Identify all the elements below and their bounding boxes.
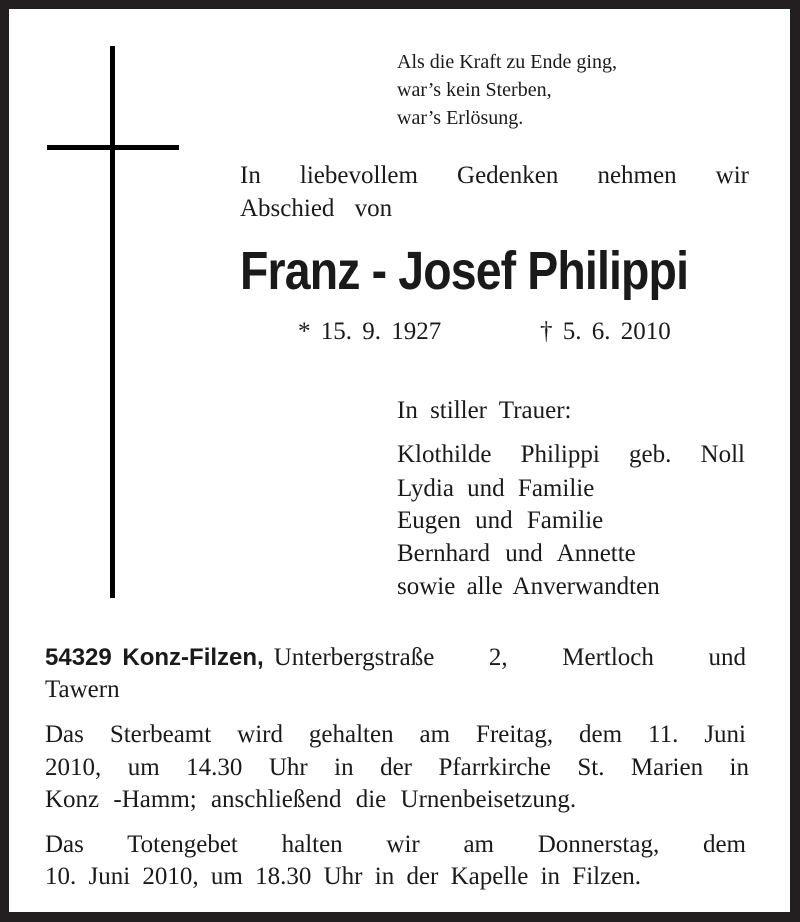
intro-line: In liebevollem Gedenken nehmen wir <box>240 162 749 189</box>
address-street: Unterbergstraße 2, Mertloch und <box>273 644 746 671</box>
address-line <box>45 643 746 673</box>
death-date: † 5. 6. 2010 <box>540 318 671 345</box>
poem-line: war’s kein Sterben, <box>397 79 552 101</box>
intro-line: Abschied von <box>240 195 393 222</box>
cross-icon-bar <box>47 145 179 150</box>
mourner: Klothilde Philippi geb. Noll <box>397 441 745 468</box>
mourner: Lydia und Familie <box>397 475 595 502</box>
service-line: 2010, um 14.30 Uhr in der Pfarrkirche St. Marien in <box>45 754 749 781</box>
mourner: sowie alle Anverwandten <box>397 573 660 600</box>
service-line: Konz -Hamm; anschließend die Urnenbeisetzung. <box>45 786 577 813</box>
cross-icon <box>110 46 115 598</box>
poem-line: war’s Erlösung. <box>397 107 524 129</box>
mourner: Bernhard und Annette <box>397 540 636 567</box>
mourners-heading: In stiller Trauer: <box>397 397 572 424</box>
prayer-line: Das Totengebet halten wir am Donnerstag, dem <box>45 831 746 858</box>
mourner: Eugen und Familie <box>397 507 604 534</box>
birth-date: * 15. 9. 1927 <box>298 318 442 345</box>
poem-line: Als die Kraft zu Ende ging, <box>397 51 617 73</box>
obituary-card <box>9 9 790 912</box>
service-line: Das Sterbeamt wird gehalten am Freitag, dem 11. Juni <box>45 721 746 748</box>
deceased-name: Franz - Josef Philippi <box>240 241 689 301</box>
address-line2: Tawern <box>45 676 120 703</box>
address-city: 54329 Konz-Filzen, <box>45 644 264 671</box>
prayer-line: 10. Juni 2010, um 18.30 Uhr in der Kapelle in Filzen. <box>45 863 642 890</box>
